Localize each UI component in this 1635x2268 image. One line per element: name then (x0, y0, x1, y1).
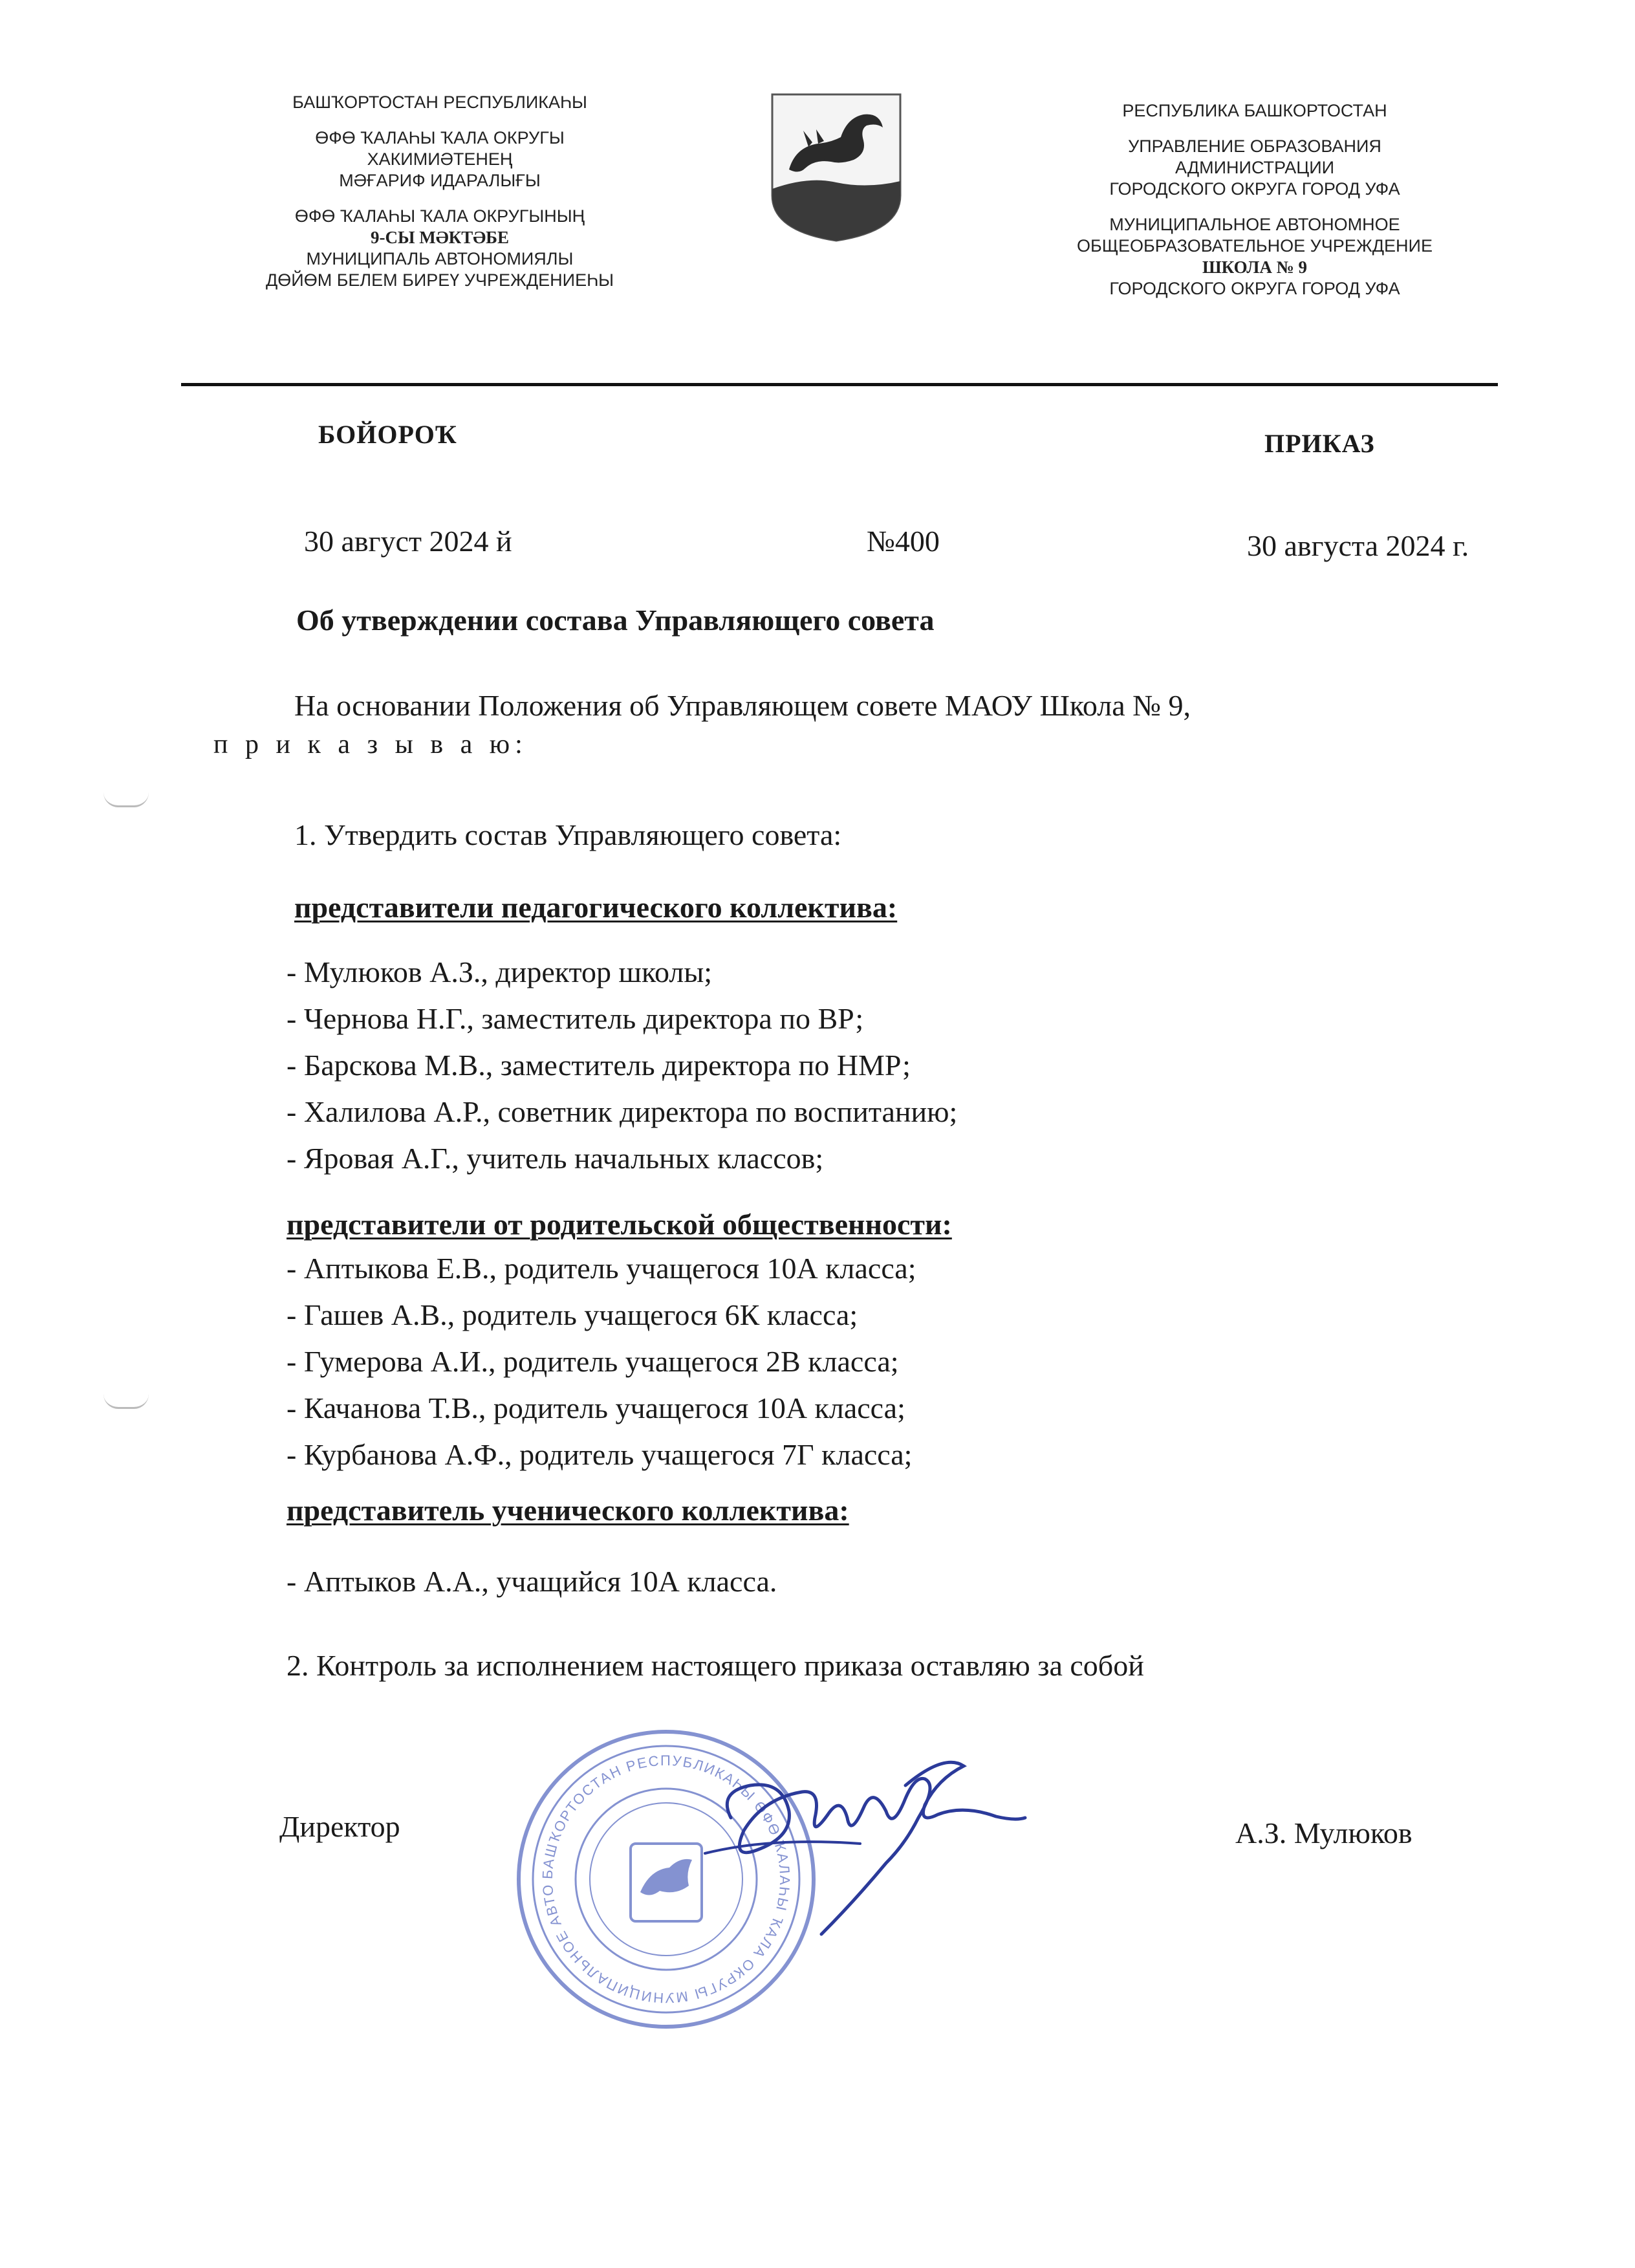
header-right-line: МУНИЦИПАЛЬНОЕ АВТОНОМНОЕ (1109, 215, 1400, 234)
list-item: - Чернова Н.Г., заместитель директора по ВР; (287, 1002, 864, 1035)
list-item: - Качанова Т.В., родитель учащегося 10А класса; (287, 1391, 905, 1424)
header-left-line: МӘҒАРИФ ИДАРАЛЫҒЫ (339, 171, 541, 190)
list-item: - Мулюков А.З., директор школы; (287, 955, 713, 988)
list-item: - Гумерова А.И., родитель учащегося 2В класса; (287, 1345, 899, 1378)
header-left-line: ӨФӨ ҠАЛАҺЫ ҠАЛА ОКРУГЫНЫҢ (294, 206, 585, 226)
list-item: - Аптыков А.А., учащийся 10А класса. (287, 1565, 777, 1598)
order-subject: Об утверждении состава Управляющего совета (296, 604, 935, 637)
list-item: - Яровая А.Г., учитель начальных классов; (287, 1142, 824, 1175)
signatory-name: А.З. Мулюков (1235, 1816, 1413, 1849)
order-basis: На основании Положения об Управляющем совете МАОУ Школа № 9, (294, 689, 1191, 722)
order-decree: п р и к а з ы в а ю: (213, 730, 528, 759)
header-right-line: ГОРОДСКОГО ОКРУГА ГОРОД УФА (1109, 179, 1400, 199)
header-right-line: АДМИНИСТРАЦИИ (1175, 158, 1335, 177)
director-signature (692, 1740, 1028, 1954)
header-left (213, 92, 666, 291)
list-item: - Барскова М.В., заместитель директора по НМР; (287, 1049, 911, 1082)
header-left-line: 9-СЫ МӘКТӘБЕ (370, 228, 510, 247)
header-right (1022, 100, 1488, 300)
header-left-line: ДӨЙӨМ БЕЛЕМ БИРЕҮ УЧРЕЖДЕНИЕҺЫ (266, 270, 614, 290)
signatory-position: Директор (279, 1810, 400, 1843)
order-item-1: 1. Утвердить состав Управляющего совета: (294, 818, 842, 851)
header-divider (181, 383, 1498, 386)
list-item: - Аптыкова Е.В., родитель учащегося 10А класса; (287, 1252, 916, 1285)
header-right-line: УПРАВЛЕНИЕ ОБРАЗОВАНИЯ (1128, 136, 1381, 156)
group-title-pedagogical: представители педагогического коллектива: (294, 891, 898, 924)
header-left-line: БАШҠОРТОСТАН РЕСПУБЛИКАҺЫ (292, 93, 587, 112)
order-number: №400 (867, 525, 940, 558)
punch-hole-mark (103, 1394, 149, 1409)
list-item: - Халилова А.Р., советник директора по воспитанию; (287, 1095, 958, 1128)
header-right-line: ШКОЛА № 9 (1202, 257, 1307, 277)
list-item: - Курбанова А.Ф., родитель учащегося 7Г класса; (287, 1438, 913, 1471)
order-date-bashkir: 30 август 2024 й (304, 525, 512, 558)
header-left-line: ӨФӨ ҠАЛАҺЫ ҠАЛА ОКРУГЫ (315, 128, 565, 147)
header-right-line: РЕСПУБЛИКА БАШКОРТОСТАН (1122, 101, 1387, 120)
order-date-russian: 30 августа 2024 г. (1247, 529, 1469, 562)
header-left-line: ХАКИМИӘТЕНЕҢ (367, 149, 513, 169)
city-emblem (770, 92, 903, 243)
stamp-text: БАШҠОРТОСТАН РЕСПУБЛИКАҺЫ ӨФӨ ҠАЛАҺЫ ҠАЛА ОКРУГЫ МУНИЦИПАЛЬНОЕ АВТО (539, 1752, 794, 2007)
header-right-line: ОБЩЕОБРАЗОВАТЕЛЬНОЕ УЧРЕЖДЕНИЕ (1077, 236, 1433, 256)
order-title-bashkir: БОЙОРОҠ (318, 420, 457, 449)
list-item: - Гашев А.В., родитель учащегося 6К класса; (287, 1298, 858, 1331)
group-title-students: представитель ученического коллектива: (287, 1494, 849, 1527)
header-left-line: МУНИЦИПАЛЬ АВТОНОМИЯЛЫ (306, 249, 574, 268)
order-item-2: 2. Контроль за исполнением настоящего приказа оставляю за собой (287, 1649, 1144, 1682)
order-title-russian: ПРИКАЗ (1264, 429, 1375, 458)
group-title-parents: представители от родительской общественности: (287, 1208, 952, 1241)
header-right-line: ГОРОДСКОГО ОКРУГА ГОРОД УФА (1109, 279, 1400, 298)
punch-hole-mark (103, 792, 149, 807)
